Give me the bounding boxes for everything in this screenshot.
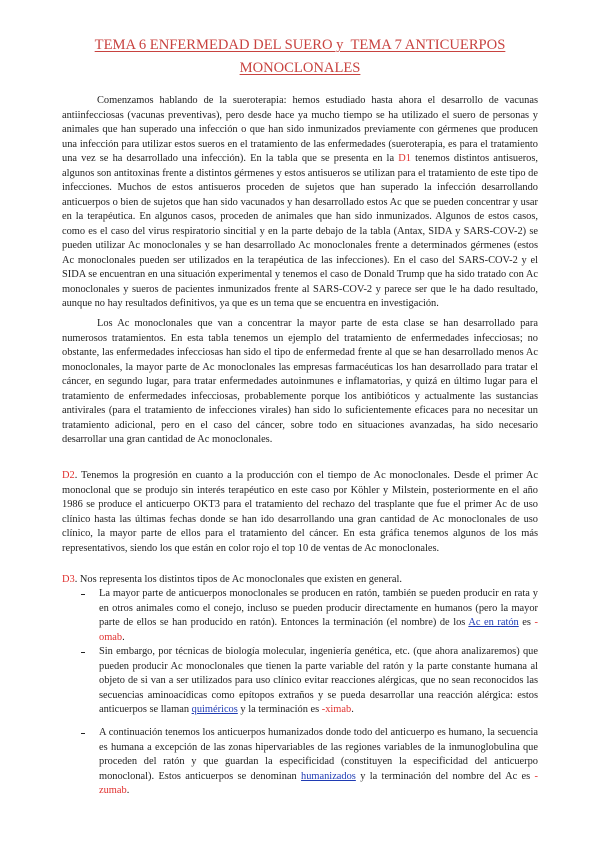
list-item-text: A continuación tenemos los anticuerpos humanizados donde todo del anticuerpo es humano, la secuencia es humana a excepción de las zonas hipervariables de las regiones variables de la inmunoglobulina que proceden del ratón y que guardan la especificidad (constituyen la especificidad del anticuerpo monoclonal). Estos anticuerpos se denominan — [99, 727, 538, 782]
paragraph-sueroterapia — [62, 94, 538, 312]
figure-ref-d1: D1 — [398, 153, 411, 164]
paragraph-text: . Tenemos la progresión en cuanto a la producción con el tiempo de Ac monoclonales. Desde el primer Ac monoclonal que se produjo sin interés terapéutico en este caso por Köhler y Milstein, posteriormente en el año 1986 se produce el anticuerpo OKT3 para el tratamiento del rechazo del trasplante que fue el primer Ac de uso clínico hasta las últimas fechas donde se han ido desarrollando una gran cantidad de Ac monoclonales de uso clínico, la mayor parte de ellos para el tratamiento del cáncer. En esta gráfica tenemos algunos de los más representativos, siendo los que están en color rojo el top 10 de ventas de Ac monoclonales. — [62, 470, 538, 554]
bullet-dash — [81, 594, 85, 595]
list-item-text: . — [122, 631, 125, 643]
figure-ref-d3: D3 — [62, 573, 75, 585]
bullet-dash — [81, 733, 85, 734]
title-line-1: TEMA 6 ENFERMEDAD DEL SUERO y TEMA 7 ANTICUERPOS — [94, 37, 506, 53]
title-line-2: MONOCLONALES — [239, 60, 361, 76]
suffix-zumab: -zumab — [99, 770, 538, 796]
bullet-dash — [81, 652, 85, 653]
figure-ref-d2: D2 — [62, 470, 75, 481]
list-item-murine — [99, 587, 538, 645]
list-item-text: y la terminación del nombre del Ac es — [355, 770, 535, 782]
list-item-text: Sin embargo, por técnicas de biología molecular, ingeniería genética, etc. (que ahora analizaremos) que pueden producir Ac monoclonales que tienen la parte variable del ratón y la parte constante humana al objeto de si van a ser utilizados para uso clínico evitar reacciones alérgicas, que no sean reconocidos las secuencias aminoacídicas como epítopos extraños y se pueda desarrollar una reacción alérgica: estos anticuerpos se llaman — [99, 646, 538, 715]
document-title — [62, 34, 538, 80]
antibody-types-list — [62, 587, 538, 799]
link-humanizados[interactable]: humanizados — [301, 770, 356, 782]
link-quimericos[interactable]: quiméricos — [191, 704, 238, 715]
paragraph-text: Los Ac monoclonales que van a concentrar la mayor parte de esta clase se han desarrollado para numerosos tratamientos. En esta tabla tenemos un ejemplo del tratamiento de enfermedades infecciosas; no obstante, las enfermedades infecciosas han sido el tipo de enfermedad frente al que se han desarrollado menos Ac monoclonales, la mayor parte de Ac monoclonales las empresas farmacéuticas los han desarrollado para tratar el cáncer, en segundo lugar, para tratar enfermedades autoinmunes e inflamatorias, y quizá en último lugar para el tratamiento de enfermedades infecciosas, probablemente porque los antibióticos y actualmente las sustancias antivirales (para el tratamiento de infecciones virales) han sido lo suficientemente eficaces para no necesitar un tratamiento adicional, pero en el caso del cáncer, sobre todo en situaciones avanzadas, ha sido necesario desarrollar una gran cantidad de Ac monoclonales. — [62, 318, 538, 445]
paragraph-tipos — [62, 573, 538, 588]
paragraph-text: Comenzamos hablando de la sueroterapia: hemos estudiado hasta ahora el desarrollo de vacunas antiinfecciosas (vacunas preventivas), pero desde hace ya mucho tiempo se ha utilizado el suero de personas y animales que han superado una infección o que han sido inmunizados previamente con gérmenes que producen una infección para utilizar estos sueros en el tratamiento de las enfermedades (sueroterapia, es para el tratamiento una vez se ha desarrollado una infección). En la tabla que se presenta en la — [62, 95, 538, 164]
list-item-text: . — [351, 704, 354, 715]
paragraph-text: . Nos representa los distintos tipos de Ac monoclonales que existen en general. — [74, 573, 402, 585]
link-ac-en-raton[interactable]: Ac en ratón — [468, 617, 519, 628]
document-page — [62, 0, 538, 799]
list-item-text: es — [518, 617, 535, 628]
paragraph-tratamientos — [62, 317, 538, 448]
suffix-ximab: -ximab — [321, 704, 352, 715]
list-item-text: . — [126, 785, 130, 796]
list-item-chimeric — [99, 645, 538, 718]
paragraph-text: tenemos distintos antisueros, algunos son antitoxinas frente a distintos gérmenes y estos antisueros se utilizan para el tratamiento de este tipo de infecciones. Muchos de estos antisueros proceden de sujetos que han superado la infección desarrollando anticuerpos o bien de sujetos que han sido vacunados y han desarrollado estos Ac que se pueden concentrar y usar en la terapéutica. En algunos casos, proceden de animales que han sido inmunizados. Algunos de estos casos, como es el caso del virus respiratorio sincitial y en la parte debajo de la tabla (Antax, SIDA y SARS-COV-2) se pueden utilizar Ac monoclonales y se han desarrollado Ac monoclonales frente a determinados gérmenes (estos Ac monoclonales pueden ser utilizados en la terapéutica de las infecciones). En el caso del SARS-COV-2 y el SIDA se encuentran en una situación experimental y tenemos el caso de Donald Trump que ha sido tratado con Ac monoclonales y sueros de pacientes inmunizados frente al SARS-COV-2 y parece ser que le ha dado resultado, aunque no hay resultados definitivos, ya que es un tema que se encuentra en investigación. — [62, 153, 539, 309]
list-item-text: y la terminación es — [237, 704, 322, 715]
list-item-humanized — [99, 726, 538, 799]
paragraph-produccion — [62, 469, 538, 556]
list-item-text: La mayor parte de anticuerpos monoclonales se producen en ratón, también se pueden producir en rata y en otros animales como el conejo, incluso se pueden producir directamente en humanos (pero la mayor parte de ellos se han producido en ratón). Entonces la terminación (el nombre) de los — [99, 588, 538, 628]
suffix-omab: -omab — [99, 617, 538, 643]
